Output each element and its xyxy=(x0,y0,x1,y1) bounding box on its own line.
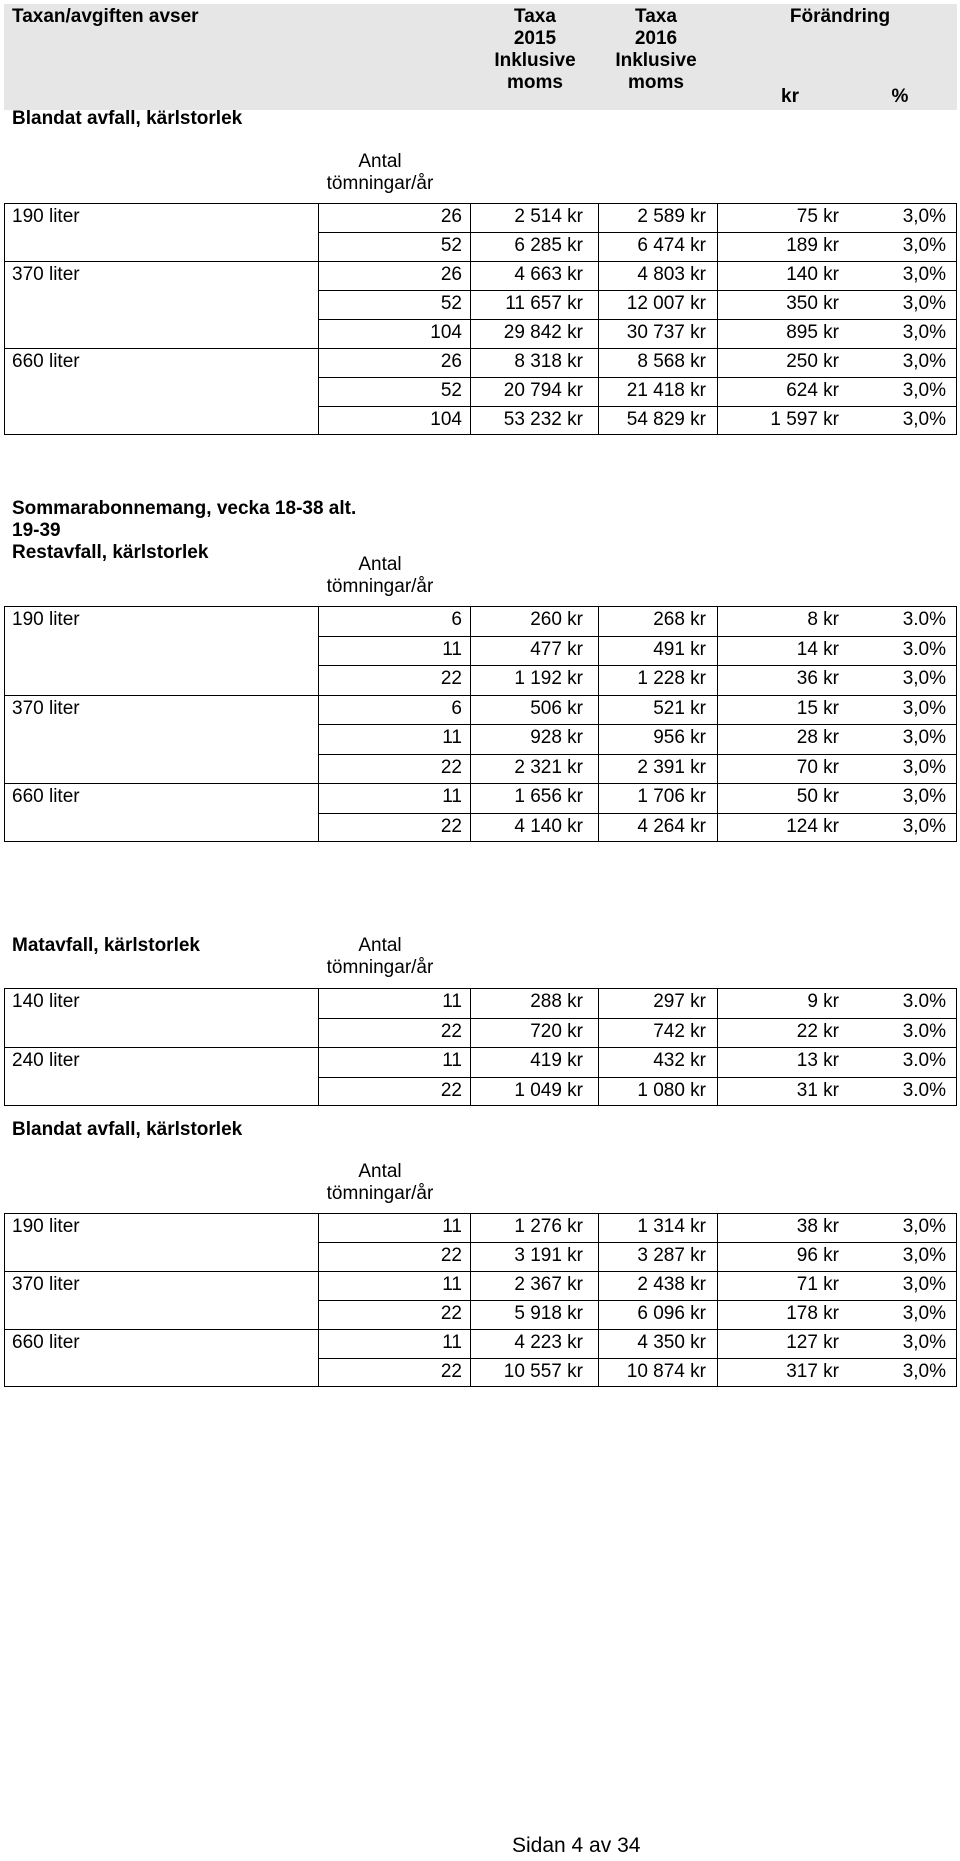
row-taxa-2016: 432 kr xyxy=(653,1050,706,1071)
antal-column-label: Antal tömningar/år xyxy=(326,151,434,194)
row-antal: 22 xyxy=(440,756,462,778)
row-antal: 22 xyxy=(440,668,462,689)
page-footer: Sidan 4 av 34 xyxy=(512,1834,641,1857)
row-taxa-2015: 928 kr xyxy=(530,727,583,748)
row-divider xyxy=(318,232,957,233)
row-taxa-2016: 8 568 kr xyxy=(637,351,706,372)
row-taxa-2016: 1 314 kr xyxy=(637,1216,706,1237)
row-taxa-2016: 4 350 kr xyxy=(637,1332,706,1353)
row-antal: 22 xyxy=(440,1245,462,1266)
row-antal: 22 xyxy=(440,1079,462,1101)
row-antal: 11 xyxy=(442,1274,462,1295)
row-change-kr: 15 kr xyxy=(796,697,839,719)
row-change-kr: 250 kr xyxy=(786,351,839,372)
row-taxa-2015: 53 232 kr xyxy=(503,409,583,430)
row-size: 240 liter xyxy=(12,1050,80,1071)
row-change-pct: 3,0% xyxy=(902,756,946,778)
row-divider xyxy=(318,319,957,320)
row-change-pct: 3,0% xyxy=(902,293,946,314)
row-antal: 11 xyxy=(442,1216,462,1237)
row-change-kr: 127 kr xyxy=(786,1332,839,1353)
row-change-kr: 350 kr xyxy=(786,293,839,314)
row-change-pct: 3.0% xyxy=(902,609,946,630)
header-taxa-2015: Taxa 2015 Inklusive moms xyxy=(494,6,576,93)
row-size: 660 liter xyxy=(12,1332,80,1353)
row-taxa-2016: 21 418 kr xyxy=(626,380,706,401)
row-change-pct: 3,0% xyxy=(902,668,946,689)
row-taxa-2015: 4 140 kr xyxy=(514,815,583,837)
row-change-kr: 124 kr xyxy=(786,815,839,837)
row-taxa-2015: 2 514 kr xyxy=(514,206,583,227)
row-taxa-2016: 1 228 kr xyxy=(637,668,706,689)
row-change-pct: 3,0% xyxy=(902,351,946,372)
row-taxa-2015: 288 kr xyxy=(530,991,583,1012)
section-title: Sommarabonnemang, vecka 18-38 alt. xyxy=(12,498,357,519)
row-taxa-2016: 30 737 kr xyxy=(626,322,706,343)
row-divider xyxy=(318,1300,957,1301)
row-taxa-2016: 1 080 kr xyxy=(637,1079,706,1101)
row-change-kr: 624 kr xyxy=(786,380,839,401)
row-antal: 22 xyxy=(440,1361,462,1382)
header-col-label: Taxan/avgiften avser xyxy=(12,6,199,27)
row-change-pct: 3,0% xyxy=(902,815,946,837)
row-change-pct: 3,0% xyxy=(902,322,946,343)
row-taxa-2016: 521 kr xyxy=(653,697,706,719)
row-taxa-2015: 10 557 kr xyxy=(503,1361,583,1382)
row-change-kr: 14 kr xyxy=(796,638,839,660)
row-taxa-2015: 4 663 kr xyxy=(514,264,583,285)
row-change-pct: 3.0% xyxy=(902,991,946,1012)
row-antal: 52 xyxy=(440,235,462,256)
row-taxa-2016: 54 829 kr xyxy=(626,409,706,430)
row-change-kr: 8 kr xyxy=(807,609,839,630)
row-change-kr: 9 kr xyxy=(807,991,839,1012)
row-taxa-2015: 8 318 kr xyxy=(514,351,583,372)
row-antal: 6 xyxy=(451,609,462,630)
row-change-pct: 3,0% xyxy=(902,727,946,748)
row-antal: 26 xyxy=(440,264,462,285)
row-size: 660 liter xyxy=(12,351,80,372)
row-antal: 104 xyxy=(430,409,462,430)
row-change-pct: 3,0% xyxy=(902,697,946,719)
row-change-pct: 3,0% xyxy=(902,235,946,256)
row-change-pct: 3.0% xyxy=(902,638,946,660)
row-size: 190 liter xyxy=(12,1216,80,1237)
antal-column-label: Antal tömningar/år xyxy=(326,935,434,978)
section-title: Blandat avfall, kärlstorlek xyxy=(12,108,243,129)
header-taxa-2016: Taxa 2016 Inklusive moms xyxy=(615,6,697,93)
row-divider xyxy=(318,290,957,291)
row-change-kr: 1 597 kr xyxy=(770,409,839,430)
row-change-pct: 3,0% xyxy=(902,1303,946,1324)
header-forandring: Förändring xyxy=(789,6,891,27)
row-divider xyxy=(318,1077,957,1078)
row-antal: 11 xyxy=(442,991,462,1012)
header-kr: kr xyxy=(781,86,799,107)
row-taxa-2016: 10 874 kr xyxy=(626,1361,706,1382)
row-divider xyxy=(4,783,957,784)
row-divider xyxy=(318,406,957,407)
row-taxa-2016: 1 706 kr xyxy=(637,786,706,807)
row-divider xyxy=(318,813,957,814)
row-change-kr: 36 kr xyxy=(796,668,839,689)
row-divider xyxy=(318,636,957,637)
row-divider xyxy=(4,695,957,696)
row-taxa-2016: 2 391 kr xyxy=(637,756,706,778)
row-change-pct: 3,0% xyxy=(902,409,946,430)
row-taxa-2015: 1 276 kr xyxy=(514,1216,583,1237)
row-taxa-2016: 6 096 kr xyxy=(637,1303,706,1324)
row-taxa-2015: 1 656 kr xyxy=(514,786,583,807)
row-change-pct: 3,0% xyxy=(902,1361,946,1382)
row-change-pct: 3,0% xyxy=(902,380,946,401)
row-antal: 26 xyxy=(440,206,462,227)
row-taxa-2016: 491 kr xyxy=(653,638,706,660)
row-taxa-2016: 956 kr xyxy=(653,727,706,748)
row-change-pct: 3,0% xyxy=(902,264,946,285)
row-taxa-2015: 4 223 kr xyxy=(514,1332,583,1353)
row-antal: 104 xyxy=(430,322,462,343)
row-taxa-2015: 2 367 kr xyxy=(514,1274,583,1295)
row-antal: 26 xyxy=(440,351,462,372)
row-taxa-2015: 11 657 kr xyxy=(505,293,583,314)
row-change-kr: 22 kr xyxy=(796,1020,839,1042)
row-change-pct: 3.0% xyxy=(902,1079,946,1101)
row-divider xyxy=(318,1018,957,1019)
row-change-kr: 71 kr xyxy=(796,1274,839,1295)
row-taxa-2015: 29 842 kr xyxy=(503,322,583,343)
row-taxa-2015: 5 918 kr xyxy=(514,1303,583,1324)
row-change-kr: 895 kr xyxy=(786,322,839,343)
row-size: 140 liter xyxy=(12,991,80,1012)
row-divider xyxy=(318,1242,957,1243)
row-divider xyxy=(318,1358,957,1359)
row-taxa-2015: 3 191 kr xyxy=(514,1245,583,1266)
row-change-pct: 3,0% xyxy=(902,1332,946,1353)
row-divider xyxy=(4,1329,957,1330)
row-change-kr: 70 kr xyxy=(796,756,839,778)
row-taxa-2015: 506 kr xyxy=(530,697,583,719)
row-divider xyxy=(318,754,957,755)
row-divider xyxy=(318,665,957,666)
row-divider xyxy=(4,261,957,262)
row-size: 660 liter xyxy=(12,786,80,807)
row-change-pct: 3,0% xyxy=(902,206,946,227)
header-pct: % xyxy=(891,86,909,107)
row-size: 370 liter xyxy=(12,264,80,285)
row-antal: 11 xyxy=(442,638,462,660)
row-divider xyxy=(4,1271,957,1272)
row-change-kr: 50 kr xyxy=(796,786,839,807)
row-taxa-2016: 12 007 kr xyxy=(626,293,706,314)
row-antal: 6 xyxy=(451,697,462,719)
row-change-kr: 28 kr xyxy=(796,727,839,748)
row-taxa-2015: 1 192 kr xyxy=(514,668,583,689)
row-change-kr: 38 kr xyxy=(796,1216,839,1237)
row-antal: 22 xyxy=(440,1303,462,1324)
row-change-kr: 13 kr xyxy=(796,1050,839,1071)
row-taxa-2015: 720 kr xyxy=(530,1020,583,1042)
row-divider xyxy=(318,377,957,378)
row-change-kr: 31 kr xyxy=(796,1079,839,1101)
row-taxa-2016: 4 803 kr xyxy=(637,264,706,285)
row-antal: 52 xyxy=(440,293,462,314)
row-taxa-2016: 4 264 kr xyxy=(637,815,706,837)
row-change-pct: 3,0% xyxy=(902,1245,946,1266)
row-change-pct: 3.0% xyxy=(902,1050,946,1071)
row-taxa-2016: 2 589 kr xyxy=(637,206,706,227)
row-change-kr: 140 kr xyxy=(786,264,839,285)
row-size: 370 liter xyxy=(12,697,80,719)
section-title: Restavfall, kärlstorlek xyxy=(12,542,209,563)
row-taxa-2016: 2 438 kr xyxy=(637,1274,706,1295)
row-taxa-2016: 297 kr xyxy=(653,991,706,1012)
row-divider xyxy=(318,724,957,725)
row-divider xyxy=(4,348,957,349)
antal-column-label: Antal tömningar/år xyxy=(326,1161,434,1204)
row-change-pct: 3,0% xyxy=(902,1216,946,1237)
row-change-pct: 3.0% xyxy=(902,1020,946,1042)
row-size: 190 liter xyxy=(12,609,80,630)
row-taxa-2015: 20 794 kr xyxy=(503,380,583,401)
row-taxa-2015: 1 049 kr xyxy=(514,1079,583,1101)
row-change-pct: 3,0% xyxy=(902,786,946,807)
antal-column-label: Antal tömningar/år xyxy=(326,554,434,597)
section-title: Blandat avfall, kärlstorlek xyxy=(12,1119,243,1140)
row-change-kr: 75 kr xyxy=(796,206,839,227)
row-antal: 11 xyxy=(442,786,462,807)
section-title: Matavfall, kärlstorlek xyxy=(12,935,200,956)
row-antal: 11 xyxy=(442,1332,462,1353)
row-taxa-2015: 419 kr xyxy=(530,1050,583,1071)
row-taxa-2016: 268 kr xyxy=(653,609,706,630)
row-taxa-2015: 477 kr xyxy=(530,638,583,660)
row-change-kr: 189 kr xyxy=(786,235,839,256)
row-size: 370 liter xyxy=(12,1274,80,1295)
row-taxa-2015: 2 321 kr xyxy=(514,756,583,778)
row-antal: 11 xyxy=(442,727,462,748)
row-taxa-2016: 3 287 kr xyxy=(637,1245,706,1266)
row-antal: 22 xyxy=(440,1020,462,1042)
row-divider xyxy=(4,1047,957,1048)
row-change-pct: 3,0% xyxy=(902,1274,946,1295)
row-antal: 52 xyxy=(440,380,462,401)
row-change-kr: 317 kr xyxy=(786,1361,839,1382)
row-change-kr: 178 kr xyxy=(786,1303,839,1324)
row-antal: 11 xyxy=(442,1050,462,1071)
row-size: 190 liter xyxy=(12,206,80,227)
row-taxa-2015: 260 kr xyxy=(530,609,583,630)
row-antal: 22 xyxy=(440,815,462,837)
row-taxa-2016: 6 474 kr xyxy=(637,235,706,256)
row-taxa-2016: 742 kr xyxy=(653,1020,706,1042)
section-title: 19-39 xyxy=(12,520,61,541)
row-change-kr: 96 kr xyxy=(796,1245,839,1266)
row-taxa-2015: 6 285 kr xyxy=(514,235,583,256)
